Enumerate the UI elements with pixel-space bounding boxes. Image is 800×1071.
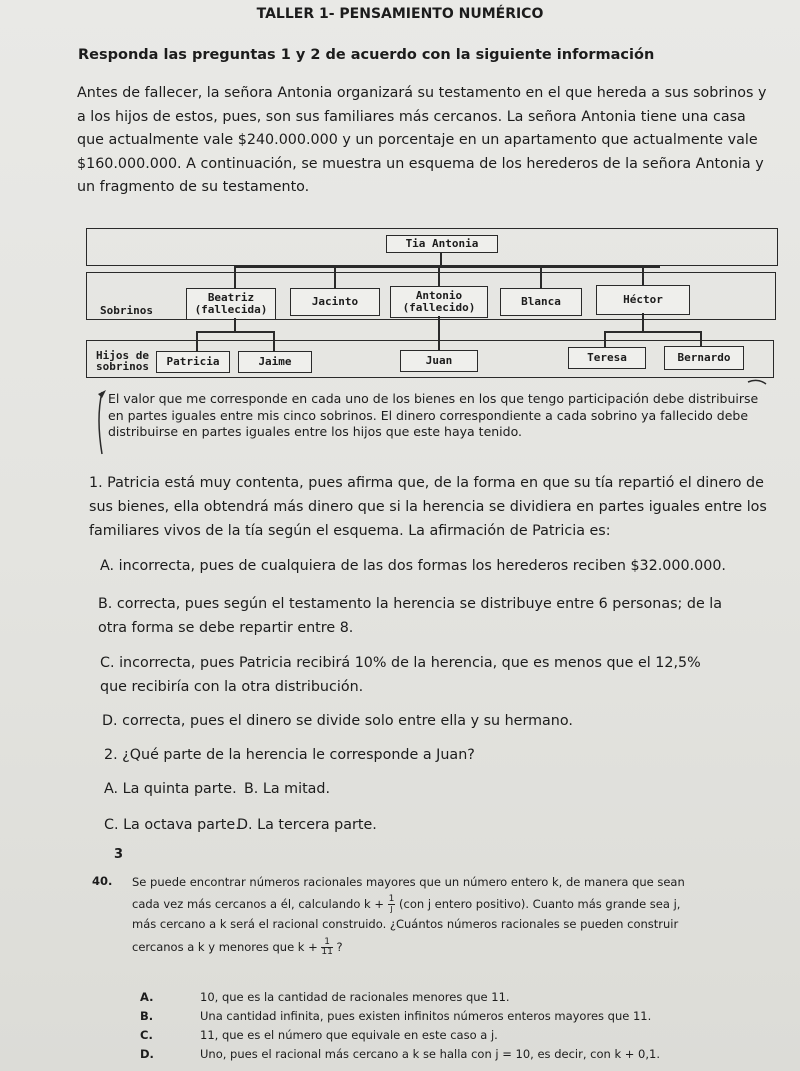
question-1-option-b: B. correcta, pues según el testamento la herencia se distribuye entre 6 personas; de la otra forma se debe repartir entre 8. bbox=[98, 596, 723, 636]
heir-name: Héctor bbox=[623, 293, 663, 306]
question-2-option-a: A. La quinta parte. bbox=[104, 781, 237, 797]
fraction-1-over-11 bbox=[321, 938, 332, 957]
page-title: TALLER 1- PENSAMIENTO NUMÉRICO bbox=[256, 6, 544, 22]
connector bbox=[234, 318, 236, 332]
question-40-option-a: 10, que es la cantidad de racionales menores que 11. bbox=[200, 990, 510, 1004]
diagram-root-tia-antonia bbox=[386, 235, 498, 253]
connector bbox=[234, 266, 660, 268]
question-40-option-c: 11, que es el número que equivale en este caso a j. bbox=[200, 1028, 498, 1042]
heir-name: Blanca bbox=[521, 295, 561, 308]
heir-box-juan bbox=[400, 350, 478, 372]
fraction-denominator: 11 bbox=[321, 947, 333, 957]
question-40-option-d: Uno, pues el racional más cercano a k se halla con j = 10, es decir, con k + 0,1. bbox=[200, 1047, 660, 1061]
connector bbox=[642, 313, 644, 331]
row-label-line: sobrinos bbox=[96, 360, 149, 373]
testament-fragment: El valor que me corresponde en cada uno de los bienes en los que tengo participación debe distribuirse en partes iguales entre mis cinco sobrinos. El dinero correspondiente a cada sobrino ya fallecido debe distribuirse en partes iguales entre los hijos que este haya tenido. bbox=[108, 391, 759, 439]
question-2-option-b: B. La mitad. bbox=[244, 781, 331, 797]
heir-name: Jacinto bbox=[311, 295, 359, 308]
heir-box-teresa bbox=[568, 347, 646, 369]
heir-name: Bernardo bbox=[677, 351, 731, 364]
heir-status: (fallecido) bbox=[402, 301, 476, 314]
fraction-denominator: j bbox=[390, 904, 393, 914]
question-40-line-2 bbox=[132, 894, 680, 914]
heir-name: Teresa bbox=[587, 351, 627, 364]
heir-name: Juan bbox=[425, 354, 453, 367]
connector bbox=[438, 267, 440, 286]
question-2-option-c: C. La octava parte. bbox=[104, 817, 240, 833]
fraction-numerator: 1 bbox=[321, 938, 332, 948]
connector bbox=[604, 331, 700, 333]
question-40-option-d-letter: D. bbox=[140, 1047, 154, 1061]
heir-name: Jaime bbox=[258, 355, 292, 368]
row-label-sobrinos: Sobrinos bbox=[100, 304, 153, 317]
row-label-hijos bbox=[96, 350, 149, 372]
intro-paragraph: Antes de fallecer, la señora Antonia organizará su testamento en el que hereda a sus sobrinos y a los hijos de estos, pues, son sus familiares más cercanos. La señora Antonia tiene una casa que actualmente vale $240.000.000 y un porcentaje en un apartamento que actualmente vale $160.000.000. A continuación, se muestra un esquema de los herederos de la señora Antonia y un fragmento de su testamento. bbox=[77, 85, 767, 195]
connector bbox=[334, 267, 336, 288]
question-40-line-3: más cercano a k será el racional construido. ¿Cuántos números racionales se pueden construir bbox=[132, 917, 679, 931]
heir-box-bernardo bbox=[664, 346, 744, 370]
text-fragment: cercanos a k y menores que k + bbox=[132, 940, 318, 954]
heir-box-patricia bbox=[156, 351, 230, 373]
row-label-line: Hijos de bbox=[96, 349, 149, 362]
heir-box-jaime bbox=[238, 351, 312, 373]
question-1-option-d: D. correcta, pues el dinero se divide solo entre ella y su hermano. bbox=[102, 713, 573, 729]
connector bbox=[234, 267, 236, 288]
fraction-numerator: 1 bbox=[388, 894, 395, 904]
question-40-option-b: Una cantidad infinita, pues existen infinitos números enteros mayores que 11. bbox=[200, 1009, 652, 1023]
heir-name: Antonio bbox=[415, 289, 463, 302]
question-1-stem: 1. Patricia está muy contenta, pues afirma que, de la forma en que su tía repartió el dinero de sus bienes, ella obtendrá más dinero que si la herencia se dividiera en partes iguales entre los familiares vivos de la tía según el esquema. La afirmación de Patricia es: bbox=[89, 475, 767, 539]
question-40-line-4 bbox=[132, 937, 343, 957]
heir-name: Beatriz bbox=[207, 291, 255, 304]
fraction-1-over-j bbox=[388, 895, 396, 914]
text-fragment: cada vez más cercanos a él, calculando k + bbox=[132, 897, 384, 911]
connector bbox=[540, 267, 542, 288]
heir-box-beatriz bbox=[186, 288, 276, 320]
heir-box-blanca bbox=[500, 288, 582, 316]
text-fragment: (con j entero positivo). Cuanto más grande sea j, bbox=[399, 897, 681, 911]
connector bbox=[196, 331, 274, 333]
question-40-option-c-letter: C. bbox=[140, 1028, 153, 1042]
heir-name: Patricia bbox=[166, 355, 220, 368]
heir-box-jacinto bbox=[290, 288, 380, 316]
question-1-option-a: A. incorrecta, pues de cualquiera de las dos formas los herederos reciben $32.000.000. bbox=[100, 558, 726, 574]
heir-box-antonio bbox=[390, 286, 488, 318]
instruction-heading: Responda las preguntas 1 y 2 de acuerdo con la siguiente información bbox=[78, 47, 655, 63]
question-40-option-b-letter: B. bbox=[140, 1009, 154, 1023]
question-2-option-d: D. La tercera parte. bbox=[237, 817, 377, 833]
question-1-option-c: C. incorrecta, pues Patricia recibirá 10% de la herencia, que es menos que el 12,5% que recibiría con la otra distribución. bbox=[100, 655, 701, 695]
connector bbox=[440, 253, 442, 267]
root-label: Tia Antonia bbox=[405, 237, 479, 250]
text-fragment: ? bbox=[336, 940, 343, 954]
heir-box-hector bbox=[596, 285, 690, 315]
question-2-stem: 2. ¿Qué parte de la herencia le corresponde a Juan? bbox=[104, 747, 475, 763]
question-40-line-1: Se puede encontrar números racionales mayores que un número entero k, de manera que sean bbox=[132, 875, 685, 889]
page-marker: 3 bbox=[114, 847, 124, 862]
question-40-number: 40. bbox=[92, 874, 113, 888]
question-40-option-a-letter: A. bbox=[140, 990, 154, 1004]
heir-status: (fallecida) bbox=[194, 303, 268, 316]
connector bbox=[642, 267, 644, 285]
